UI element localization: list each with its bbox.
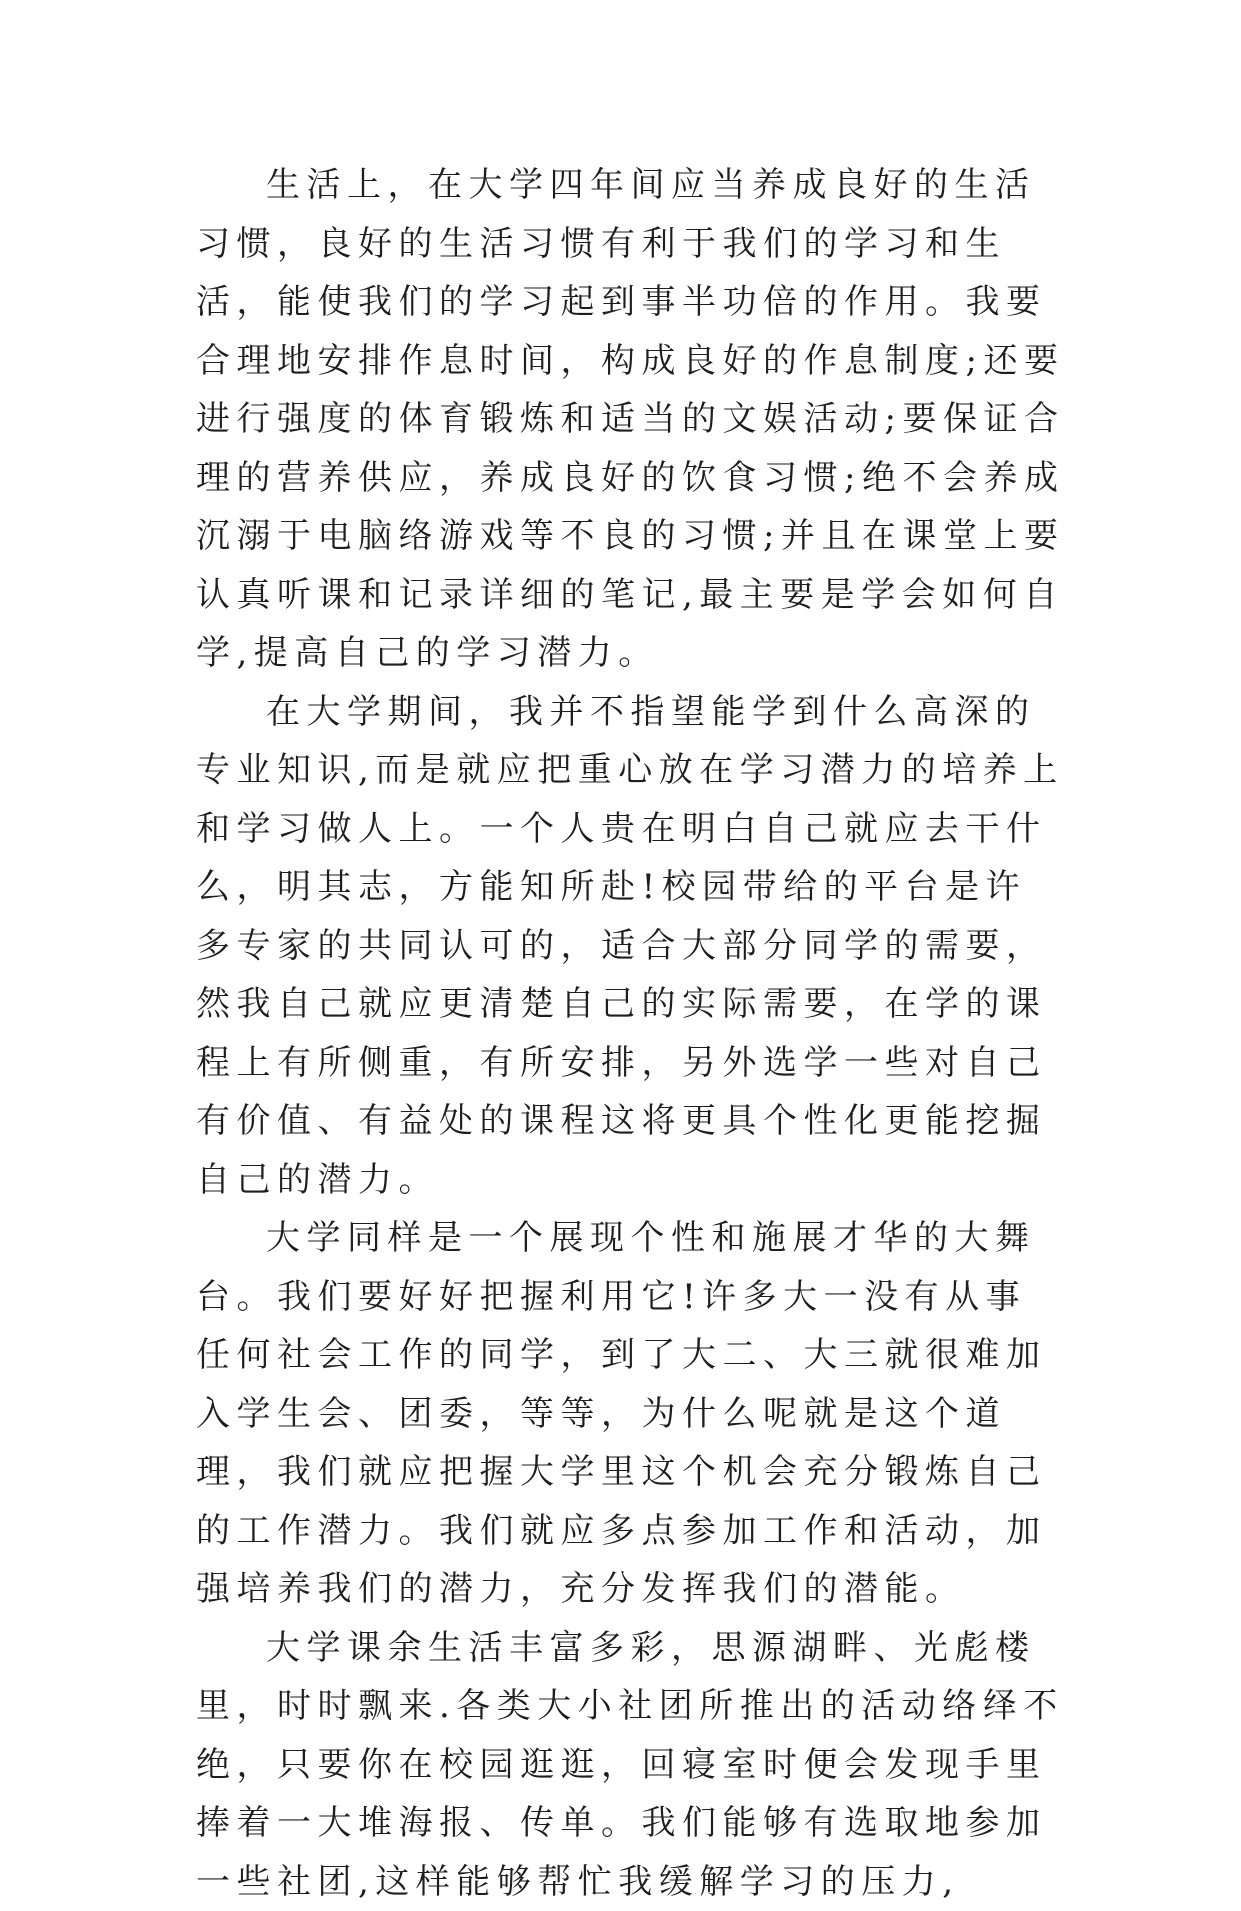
- paragraph-extracurricular: 大学课余生活丰富多彩，思源湖畔、光彪楼里，时时飘来.各类大小社团所推出的活动络绎不绝，只要你在校园逛逛，回寝室时便会发现手里捧着一大堆海报、传单。我们能够有选取地参加一些社团,这样能够帮忙我缓解学习的压力,: [196, 1619, 1066, 1911]
- paragraph-study-focus: 在大学期间，我并不指望能学到什么高深的专业知识,而是就应把重心放在学习潜力的培养上和学习做人上。一个人贵在明白自己就应去干什么，明其志，方能知所赴!校园带给的平台是许多专家的共同认可的，适合大部分同学的需要，然我自己就应更清楚自己的实际需要，在学的课程上有所侧重，有所安排，另外选学一些对自己有价值、有益处的课程这将更具个性化更能挖掘自己的潜力。: [196, 683, 1066, 1210]
- paragraph-daily-life: 生活上，在大学四年间应当养成良好的生活习惯，良好的生活习惯有利于我们的学习和生活，能使我们的学习起到事半功倍的作用。我要合理地安排作息时间，构成良好的作息制度;还要进行强度的体育锻炼和适当的文娱活动;要保证合理的营养供应，养成良好的饮食习惯;绝不会养成沉溺于电脑络游戏等不良的习惯;并且在课堂上要认真听课和记录详细的笔记,最主要是学会如何自学,提高自己的学习潜力。: [196, 156, 1066, 683]
- document-body: [196, 156, 1066, 1911]
- paragraph-personal-stage: 大学同样是一个展现个性和施展才华的大舞台。我们要好好把握利用它!许多大一没有从事任何社会工作的同学，到了大二、大三就很难加入学生会、团委，等等，为什么呢就是这个道理，我们就应把握大学里这个机会充分锻炼自己的工作潜力。我们就应多点参加工作和活动，加强培养我们的潜力，充分发挥我们的潜能。: [196, 1209, 1066, 1619]
